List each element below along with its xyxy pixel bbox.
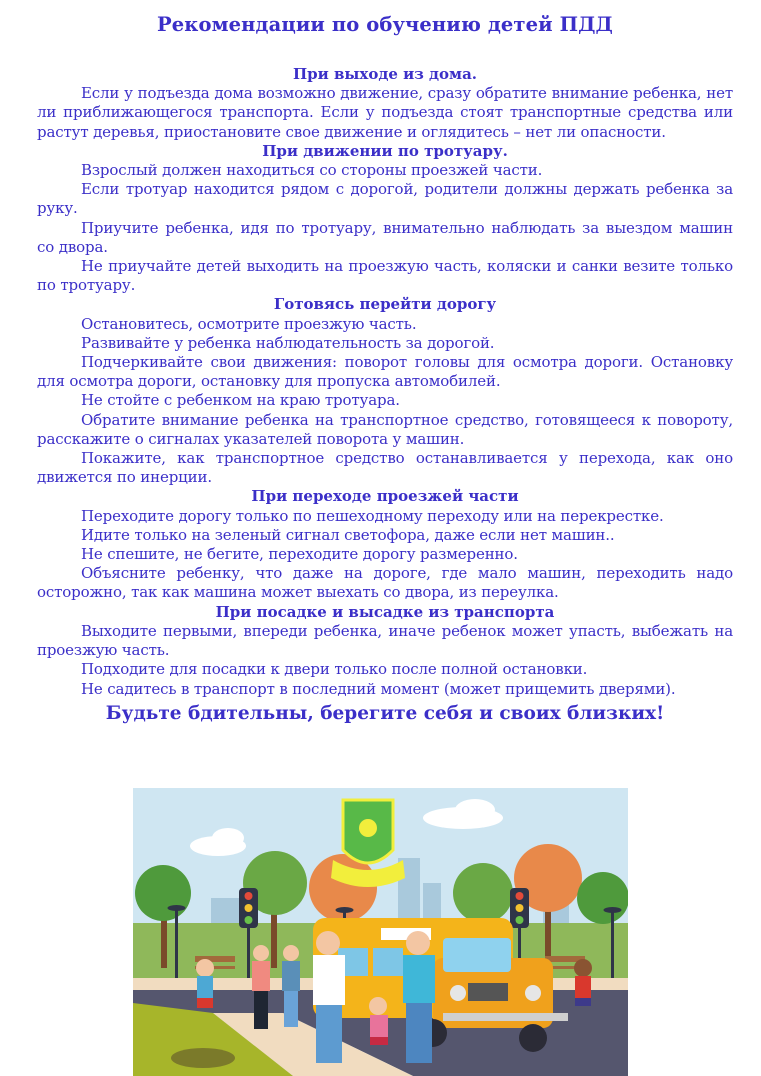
- paragraph: Если тротуар находится рядом с дорогой, родители должны держать ребенка за руку.: [37, 180, 733, 218]
- paragraph: Выходите первыми, впереди ребенка, иначе ребенок может упасть, выбежать на проезжую часть.: [37, 621, 733, 660]
- section-heading: При переходе проезжей части: [251, 487, 519, 506]
- paragraph: Развивайте у ребенка наблюдательность за дорогой.: [81, 333, 495, 352]
- section-heading: Готовясь перейти дорогу: [273, 295, 497, 314]
- section-sidewalk: [37, 142, 733, 296]
- closing-slogan: Будьте бдительны, берегите себя и своих близких!: [105, 702, 665, 724]
- paragraph: Если у подъезда дома возможно движение, сразу обратите внимание ребенка, нет ли приближающегося транспорта. Если у подъезда стоят транспортные средства или растут деревья, приостановите свое движение и оглядитесь – нет ли опасности.: [37, 84, 733, 141]
- paragraph: Переходите дорогу только по пешеходному переходу или на перекрестке.: [81, 506, 664, 525]
- shrub: [171, 1048, 235, 1068]
- section-crossing-road: [37, 487, 733, 602]
- illustration-scene: [133, 788, 628, 1076]
- paragraph: Покажите, как транспортное средство останавливается у перехода, как оно движется по инерции.: [37, 449, 733, 487]
- paragraph: Остановитесь, осмотрите проезжую часть.: [81, 314, 417, 333]
- paragraph: Подходите для посадки к двери только после полной остановки.: [81, 660, 588, 679]
- paragraph: Подчеркивайте свои движения: поворот головы для осмотра дороги. Остановку для осмотра дороги, остановку для пропуска автомобилей.: [37, 353, 733, 391]
- paragraph: Не приучайте детей выходить на проезжую часть, коляски и санки везите только по тротуару.: [37, 257, 733, 295]
- paragraph: Обратите внимание ребенка на транспортное средство, готовящееся к повороту, расскажите о сигналах указателей поворота у машин.: [37, 410, 733, 448]
- section-heading: При движении по тротуару.: [262, 141, 508, 160]
- paragraph: Взрослый должен находиться со стороны проезжей части.: [81, 161, 543, 180]
- paragraph: Объясните ребенку, что даже на дороге, где мало машин, переходить надо осторожно, так как машина может выехать со двора, из переулка.: [37, 564, 733, 602]
- document-page: [37, 0, 733, 726]
- paragraph: Не садитесь в транспорт в последний момент (может прищемить дверями).: [81, 679, 676, 698]
- paragraph: Не спешите, не бегите, переходите дорогу размеренно.: [81, 545, 518, 564]
- illustration-bus-family: [133, 788, 628, 1076]
- section-heading: При выходе из дома.: [292, 65, 478, 83]
- paragraph: Приучите ребенка, идя по тротуару, внимательно наблюдать за выездом машин со двора.: [37, 218, 733, 256]
- paragraph: Не стойте с ребенком на краю тротуара.: [81, 391, 400, 410]
- section-heading: При посадке и высадке из транспорта: [215, 602, 555, 621]
- section-preparing-to-cross: [37, 295, 733, 487]
- section-leaving-home: [37, 65, 733, 142]
- section-boarding-transport: [37, 603, 733, 699]
- document-title: Рекомендации по обучению детей ПДД: [157, 13, 613, 36]
- crest-logo: [331, 800, 405, 887]
- paragraph: Идите только на зеленый сигнал светофора, даже если нет машин..: [81, 525, 615, 544]
